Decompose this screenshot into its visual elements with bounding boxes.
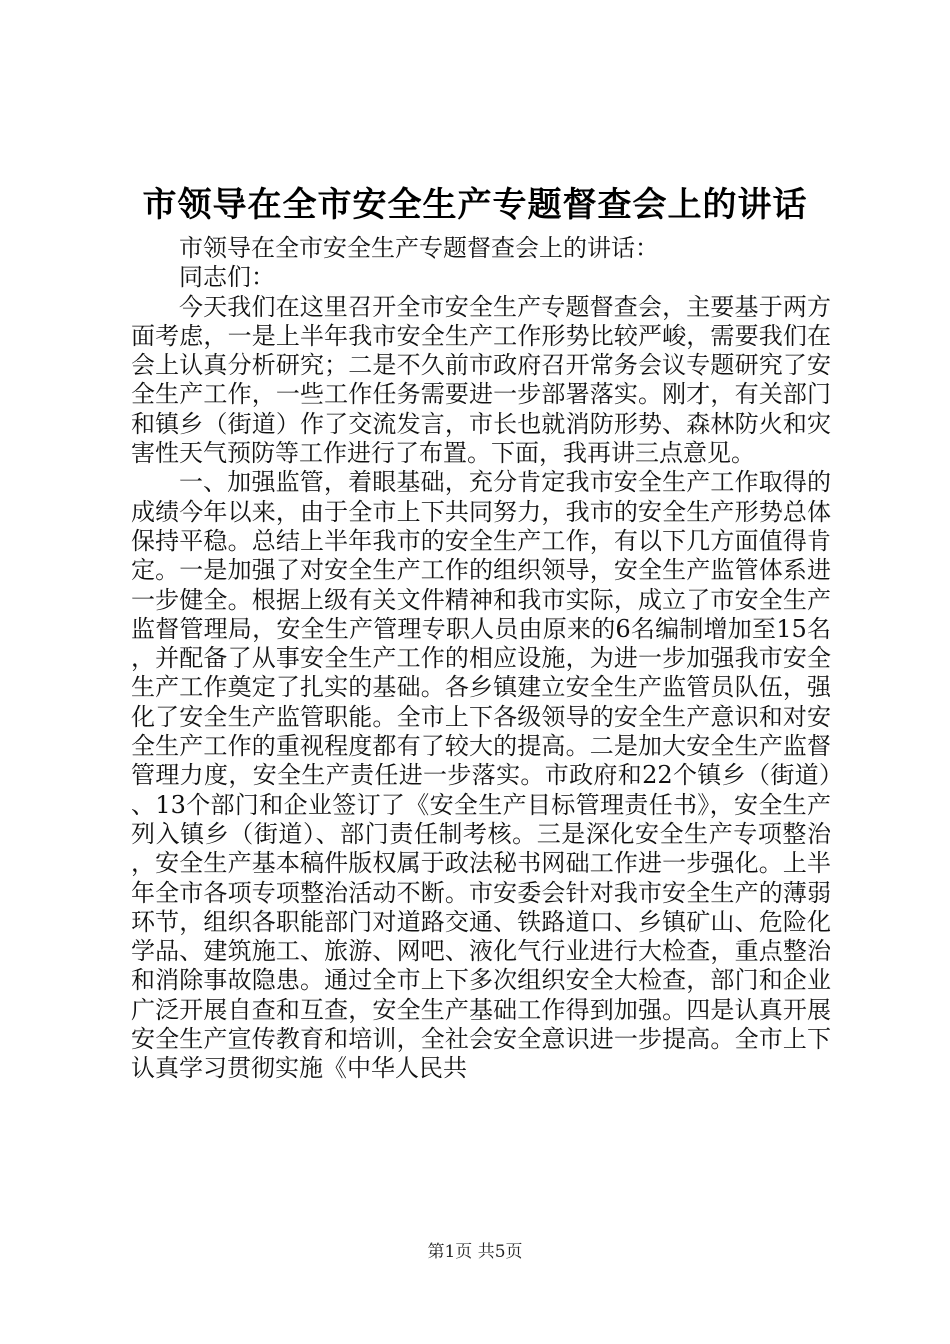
page-footer [0, 1240, 950, 1264]
paragraph-intro: 今天我们在这里召开全市安全生产专题督查会，主要基于两方面考虑，一是上半年我市安全生产工作形势比较严峻，需要我们在会上认真分析研究；二是不久前市政府召开常务会议专题研究了安全生产工作，一些工作任务需要进一步部署落实。刚才，有关部门和镇乡（街道）作了交流发言，市长也就消防形势、森林防火和灾害性天气预防等工作进行了布置。下面，我再讲三点意见。 [131, 292, 831, 468]
paragraph-heading-line: 市领导在全市安全生产专题督查会上的讲话： [179, 234, 659, 262]
paragraph-section-one: 一、加强监管，着眼基础，充分肯定我市安全生产工作取得的成绩今年以来，由于全市上下共同努力，我市的安全生产形势总体保持平稳。总结上半年我市的安全生产工作，有以下几方面值得肯定。一是加强了对安全生产工作的组织领导，安全生产监管体系进一步健全。根据上级有关文件精神和我市实际，成立了市安全生产监督管理局，安全生产管理专职人员由原来的6名编制增加至15名，并配备了从事安全生产工作的相应设施，为进一步加强我市安全生产工作奠定了扎实的基础。各乡镇建立安全生产监管员队伍，强化了安全生产监管职能。全市上下各级领导的安全生产意识和对安全生产工作的重视程度都有了较大的提高。二是加大安全生产监督管理力度，安全生产责任进一步落实。市政府和22个镇乡（街道）、13个部门和企业签订了《安全生产目标管理责任书》，安全生产列入镇乡（街道）、部门责任制考核。三是深化安全生产专项整治，安全生产基本稿件版权属于政法秘书网础工作进一步强化。上半年全市各项专项整治活动不断。市安委会针对我市安全生产的薄弱环节，组织各职能部门对道路交通、铁路道口、乡镇矿山、危险化学品、建筑施工、旅游、网吧、液化气行业进行大检查，重点整治和消除事故隐患。通过全市上下多次组织安全大检查，部门和企业广泛开展自查和互查，安全生产基础工作得到加强。四是认真开展安全生产宣传教育和培训，全社会安全意识进一步提高。全市上下认真学习贯彻实施《中华人民共 [131, 468, 831, 1083]
paragraph-salutation: 同志们： [179, 263, 275, 292]
document-title: 市领导在全市安全生产专题督查会上的讲话 [142, 185, 808, 225]
page-number-label: 第1页 共5页 [427, 1242, 523, 1262]
document-body [131, 234, 831, 1084]
